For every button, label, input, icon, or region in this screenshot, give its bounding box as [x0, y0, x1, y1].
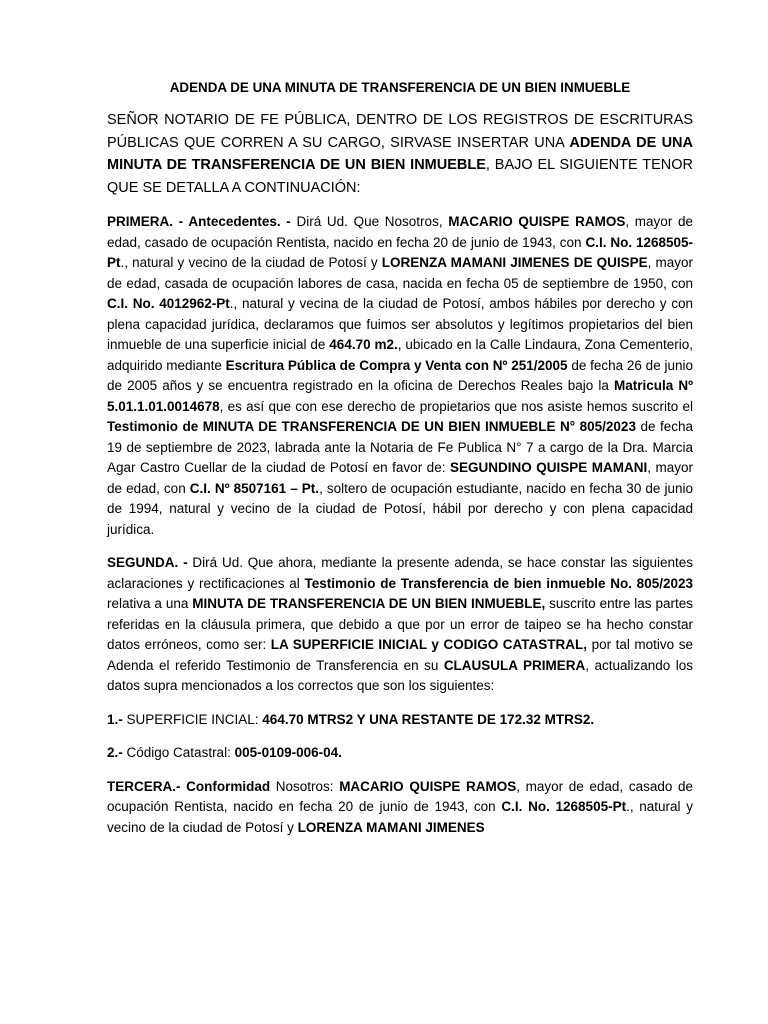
clause-text: , mayor de edad, con — [107, 460, 693, 496]
clause-text: Dirá Ud. Que Nosotros, — [290, 214, 449, 229]
id-number: C.I. No. 1268505-Pt — [107, 234, 693, 270]
clause-text: ., natural y vecino de la ciudad de Potosí y — [120, 255, 382, 270]
party-name: SEGUNDINO QUISPE MAMANI — [449, 460, 648, 475]
clause-text: Dirá Ud. Que ahora, mediante la presente adenda, se hace constar las siguientes aclaraciones y rectificaciones al — [107, 555, 693, 591]
item-label: SUPERFICIE INCIAL: — [122, 711, 263, 727]
clause-text: , soltero de ocupación estudiante, nacido en fecha 30 de junio de 1994, natural y vecino de la ciudad de Potosí, hábil por derecho y con plena capacidad jurídica. — [107, 480, 694, 537]
intro-bold-title: ADENDA DE UNA MINUTA DE TRANSFERENCIA DE UN BIEN INMUEBLE — [107, 134, 693, 173]
clause-text: Nosotros: — [270, 778, 340, 794]
clause-text: de fecha 26 de junio de 2005 años y se encuentra registrado en la oficina de Derechos Reales bajo la — [107, 357, 693, 393]
clause-text: , mayor de edad, casada de ocupación labores de casa, nacida en fecha 05 de septiembre de 1950, con — [107, 255, 694, 291]
clause-text: relativa a una — [107, 596, 193, 611]
item-number: 1.- — [107, 711, 123, 727]
clause-text: , mayor de edad, casado de ocupación Rentista, nacido en fecha 20 de junio de 1943, con — [107, 214, 694, 250]
clause-heading: SEGUNDA. - — [107, 555, 188, 570]
party-name: LORENZA MAMANI JIMENES — [297, 819, 485, 835]
clause-heading: PRIMERA. - Antecedentes. - — [107, 214, 291, 229]
registry-number: Matricula Nº 5.01.1.01.0014678 — [107, 378, 693, 414]
intro-paragraph — [107, 109, 693, 199]
clause-text: , ubicado en la Calle Lindaura, Zona Cementerio, adquirido mediante — [107, 337, 693, 373]
id-number: C.I. No. 1268505-Pt — [501, 799, 627, 814]
surface-value: 464.70 m2. — [329, 337, 398, 352]
document-title: ADENDA DE UNA MINUTA DE TRANSFERENCIA DE UN BIEN INMUEBLE — [169, 80, 631, 95]
clause-text: por tal motivo se Adenda el referido Testimonio de Transferencia en su — [107, 637, 693, 673]
deed-reference: Escritura Pública de Compra y Venta con Nº 251/2005 — [225, 357, 568, 373]
testimony-reference: Testimonio de Transferencia de bien inmueble No. 805/2023 — [304, 575, 693, 591]
testimony-reference: Testimonio de MINUTA DE TRANSFERENCIA DE UN BIEN INMUEBLE N° 805/2023 — [107, 419, 636, 434]
minuta-reference: MINUTA DE TRANSFERENCIA DE UN BIEN INMUEBLE, — [192, 596, 546, 611]
correction-subject: LA SUPERFICIE INICIAL y CODIGO CATASTRAL, — [270, 637, 588, 652]
id-number: C.I. Nº 8507161 – Pt. — [189, 480, 320, 496]
clause-primera — [107, 212, 693, 540]
clause-text: , es así que con ese derecho de propietarios que nos asiste hemos suscrito el — [219, 398, 693, 414]
clause-reference: CLAUSULA PRIMERA — [443, 657, 586, 673]
item-value: 005-0109-006-04. — [234, 745, 342, 760]
correction-item-1 — [107, 710, 693, 731]
intro-text: , BAJO EL SIGUIENTE TENOR QUE SE DETALLA A CONTINUACIÓN: — [107, 157, 693, 196]
clause-text: ., natural y vecina de la ciudad de Potosí, ambos hábiles por derecho y con plena capacidad jurídica, declaramos que fuimos ser absolutos y legítimos propietarios del bien inmueble de una superficie inicial de — [107, 296, 693, 352]
id-number: C.I. No. 4012962-Pt — [107, 296, 230, 311]
item-value: 464.70 MTRS2 Y UNA RESTANTE DE 172.32 MTRS2. — [262, 711, 595, 727]
correction-item-2 — [107, 743, 693, 764]
clause-text: , mayor de edad, casado de ocupación Rentista, nacido en fecha 20 de junio de 1943, con — [107, 778, 693, 814]
clause-text: , actualizando los datos supra mencionados a los correctos que son los siguientes: — [107, 657, 693, 693]
party-name: MACARIO QUISPE RAMOS — [448, 214, 626, 229]
intro-text: SEÑOR NOTARIO DE FE PÚBLICA, DENTRO DE LOS REGISTROS DE ESCRITURAS PÚBLICAS QUE CORREN A SU CARGO, SIRVASE INSERTAR UNA — [107, 112, 693, 151]
clause-text: ., natural y vecino de la ciudad de Potosí y — [107, 799, 693, 835]
party-name: LORENZA MAMANI JIMENES DE QUISPE — [381, 255, 648, 270]
party-name: MACARIO QUISPE RAMOS — [339, 778, 517, 794]
clause-heading: TERCERA.- Conformidad — [107, 778, 271, 794]
clause-text: de fecha 19 de septiembre de 2023, labrada ante la Notaria de Fe Publica N° 7 a cargo de la Dra. Marcia Agar Castro Cuellar de la ciudad de Potosí en favor de: — [107, 419, 693, 475]
item-number: 2.- — [107, 745, 123, 760]
clause-segunda — [107, 553, 693, 697]
clause-text: suscrito entre las partes referidas en la cláusula primera, que debido a que por un error de taipeo se ha hecho constar datos erróneos, como ser: — [107, 596, 693, 652]
item-label: Código Catastral: — [122, 745, 235, 760]
clause-tercera — [107, 777, 693, 839]
